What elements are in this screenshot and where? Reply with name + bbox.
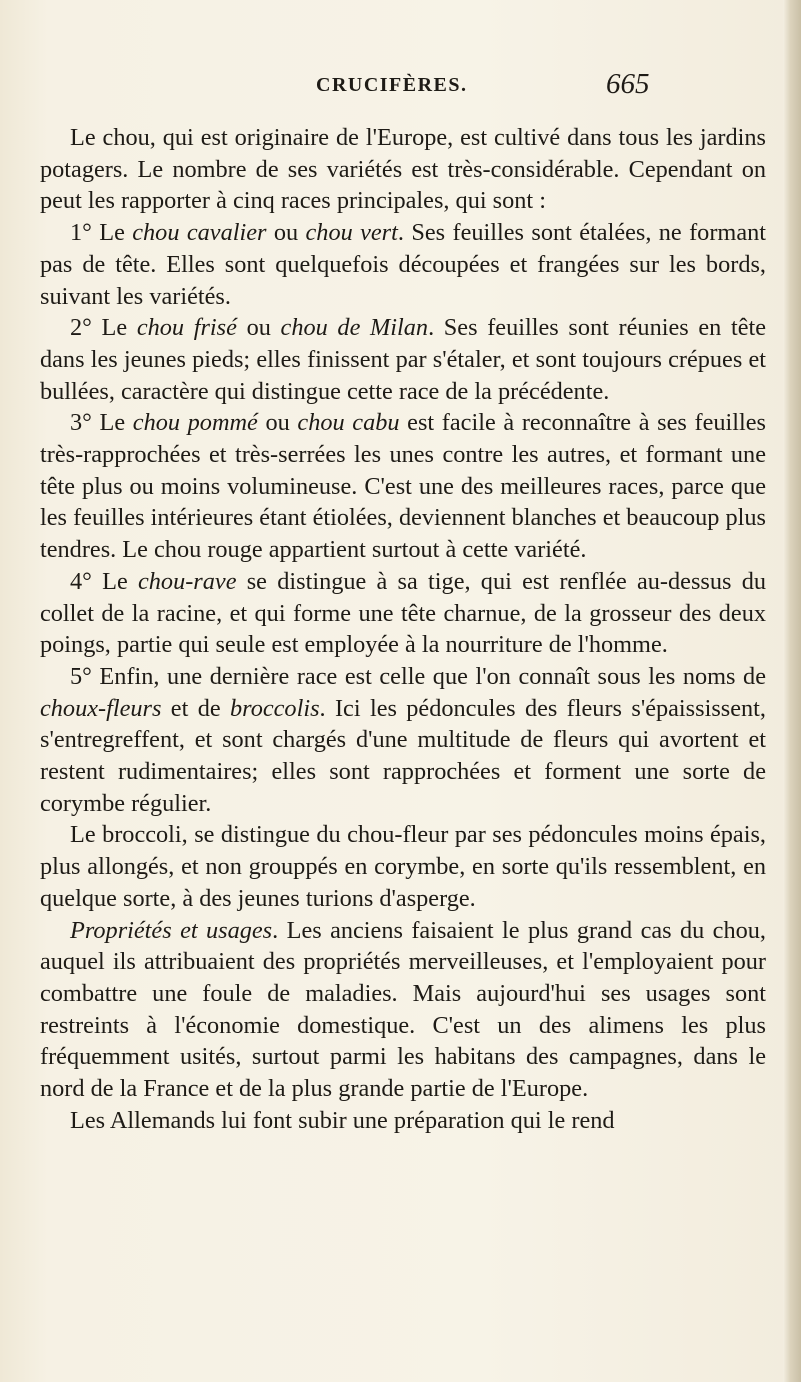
paragraph-race-1: 1° Le chou cavalier ou chou vert. Ses feuilles sont étalées, ne formant pas de tête. Elles sont quelquefois découpées et frangées sur les bords, suivant les variétés.	[40, 219, 767, 310]
paragraph-properties: Propriétés et usages. Les anciens faisaient le plus grand cas du chou, auquel ils attribuaient des propriétés merveilleuses, et l'employaient pour combattre une foule de maladies. Mais aujourd'hui ses usages sont restreints à l'économie domestique. C'est un des alimens les plus fréquemment usités, surtout parmi les habitans des campagnes, dans le nord de la France et de la plus grande partie de l'Europe.	[40, 916, 766, 1103]
paragraph-race-4: 4° Le chou-rave se distingue à sa tige, qui est renflée au-dessus du collet de la racine, et qui forme une tête charnue, de la grosseur des deux poings, partie qui seule est employée à la nourriture de l'homme.	[40, 567, 766, 659]
paragraph-intro: Le chou, qui est originaire de l'Europe, est cultivé dans tous les jardins potagers. Le nombre de ses variétés est très-considérable. Cependant on peut les rapporter à cinq races principales, qui sont :	[40, 124, 766, 215]
page-number: 665	[606, 68, 650, 100]
paragraph-race-3: 3° Le chou pommé ou chou cabu est facile à reconnaître à ses feuilles très-rapprochées et très-serrées les unes contre les autres, et formant une tête plus ou moins volumineuse. C'est une des meilleures races, parce que les feuilles intérieures étant étiolées, deviennent blanches et beaucoup plus tendres. Le chou rouge appartient surtout à cette variété.	[40, 409, 766, 564]
paragraph-race-2: 2° Le chou frisé ou chou de Milan. Ses feuilles sont réunies en tête dans les jeunes pieds; elles finissent par s'étaler, et sont toujours crépues et bullées, caractère qui distingue cette race de la précédente.	[40, 314, 767, 405]
page-header	[0, 68, 801, 108]
running-title: CRUCIFÈRES.	[316, 74, 468, 96]
book-gutter	[783, 0, 801, 1382]
paragraph-broccoli: Le broccoli, se distingue du chou-fleur par ses pédoncules moins épais, plus allongés, et non grouppés en corymbe, en sorte qu'ils ressemblent, en quelque sorte, à des jeunes turions d'asperge.	[40, 821, 766, 912]
body-text	[40, 122, 766, 1137]
paragraph-germans: Les Allemands lui font subir une préparation qui le rend	[70, 1106, 615, 1134]
paragraph-race-5: 5° Enfin, une dernière race est celle que l'on connaît sous les noms de choux-fleurs et de broccolis. Ici les pédoncules des fleurs s'épaississent, s'entregreffent, et sont chargés d'une multitude de fleurs qui avortent et restent rudimentaires; elles sont rapprochées et forment une sorte de corymbe régulier.	[40, 662, 766, 817]
